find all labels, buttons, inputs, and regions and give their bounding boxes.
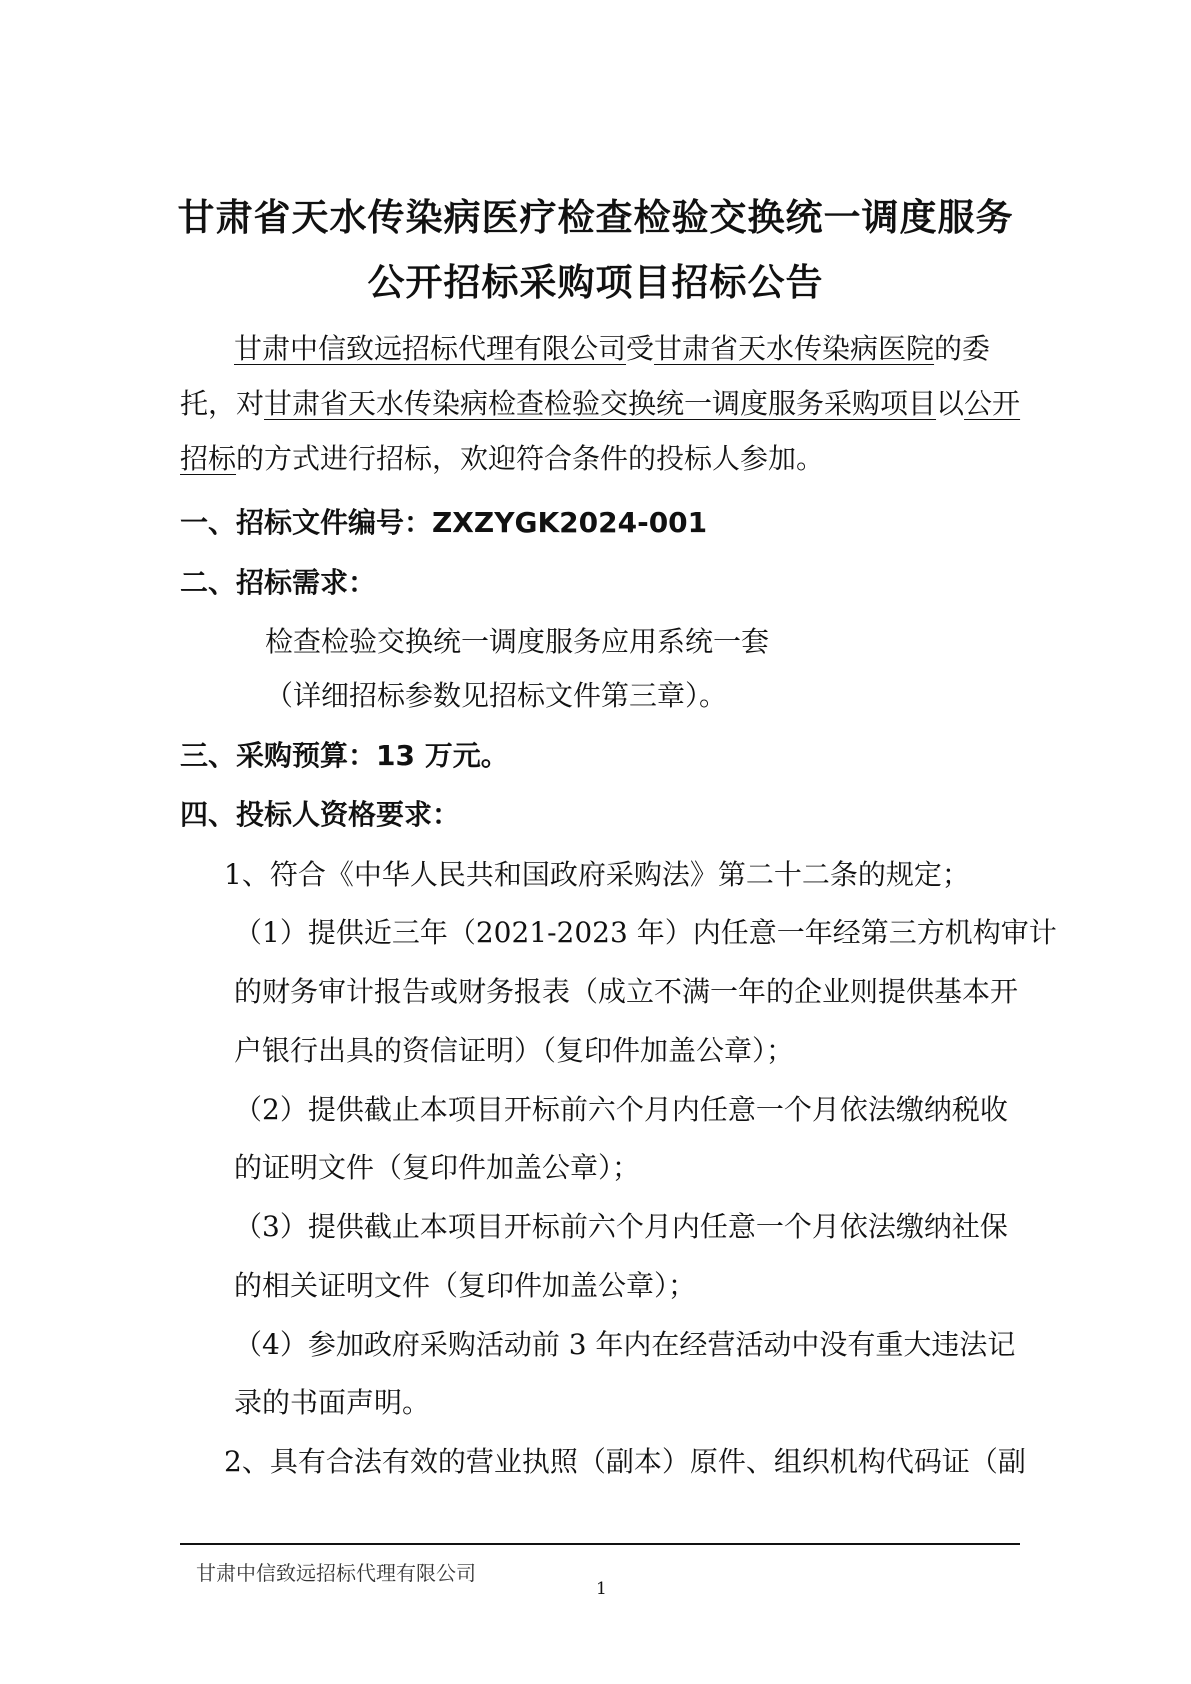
footer-company: 甘肃中信致远招标代理有限公司: [196, 1561, 476, 1585]
intro-line-3: [180, 439, 1020, 479]
intro-text: 的委: [934, 332, 991, 365]
intro-line-2: [180, 384, 1020, 424]
intro-text: 受: [626, 332, 655, 365]
qualification-1-1-cont: 的财务审计报告或财务报表（成立不满一年的企业则提供基本开: [234, 975, 1019, 1008]
qualification-2: 2、具有合法有效的营业执照（副本）原件、组织机构代码证（副: [224, 1445, 1026, 1478]
document-title-line-1: 甘肃省天水传染病医疗检查检验交换统一调度服务: [177, 196, 1014, 239]
section-heading-requirements: 二、招标需求：: [180, 566, 377, 599]
qualification-1: 1、符合《中华人民共和国政府采购法》第二十二条的规定；: [224, 858, 970, 891]
page-number: 1: [596, 1579, 607, 1599]
procurement-method: 招标: [180, 442, 237, 475]
qualification-1-3: （3）提供截止本项目开标前六个月内任意一个月依法缴纳社保: [234, 1210, 1008, 1243]
qualification-1-4: （4）参加政府采购活动前 3 年内在经营活动中没有重大违法记: [234, 1328, 1016, 1361]
requirement-note: （详细招标参数见招标文件第三章）。: [265, 679, 728, 712]
procurement-method: 公开: [964, 387, 1021, 420]
footer-divider: [180, 1543, 1020, 1545]
qualification-1-2: （2）提供截止本项目开标前六个月内任意一个月依法缴纳税收: [234, 1093, 1008, 1126]
qualification-1-2-cont: 的证明文件（复印件加盖公章）；: [234, 1151, 641, 1184]
qualification-1-4-cont: 录的书面声明。: [234, 1386, 431, 1419]
agency-name: 甘肃中信致远招标代理有限公司: [234, 332, 627, 365]
qualification-1-1: （1）提供近三年（2021-2023 年）内任意一年经第三方机构审计: [234, 916, 1057, 949]
section-heading-budget: 三、采购预算：13 万元。: [180, 739, 509, 772]
qualification-1-1-cont: 户银行出具的资信证明）（复印件加盖公章）；: [234, 1034, 795, 1067]
client-name: 甘肃省天水传染病医院: [654, 332, 935, 365]
qualification-1-3-cont: 的相关证明文件（复印件加盖公章）；: [234, 1269, 697, 1302]
section-heading-qualifications: 四、投标人资格要求：: [180, 798, 461, 831]
intro-text: 的方式进行招标，欢迎符合条件的投标人参加。: [236, 442, 825, 475]
requirement-item: 检查检验交换统一调度服务应用系统一套: [265, 625, 770, 658]
section-heading-file-number: 一、招标文件编号：ZXZYGK2024-001: [180, 506, 708, 539]
project-name: 甘肃省天水传染病检查检验交换统一调度服务采购项目: [264, 387, 937, 420]
intro-text: 托，对: [180, 387, 265, 420]
document-title-line-2: 公开招标采购项目招标公告: [367, 261, 824, 304]
intro-text: 以: [936, 387, 965, 420]
intro-line-1: [234, 329, 1074, 369]
